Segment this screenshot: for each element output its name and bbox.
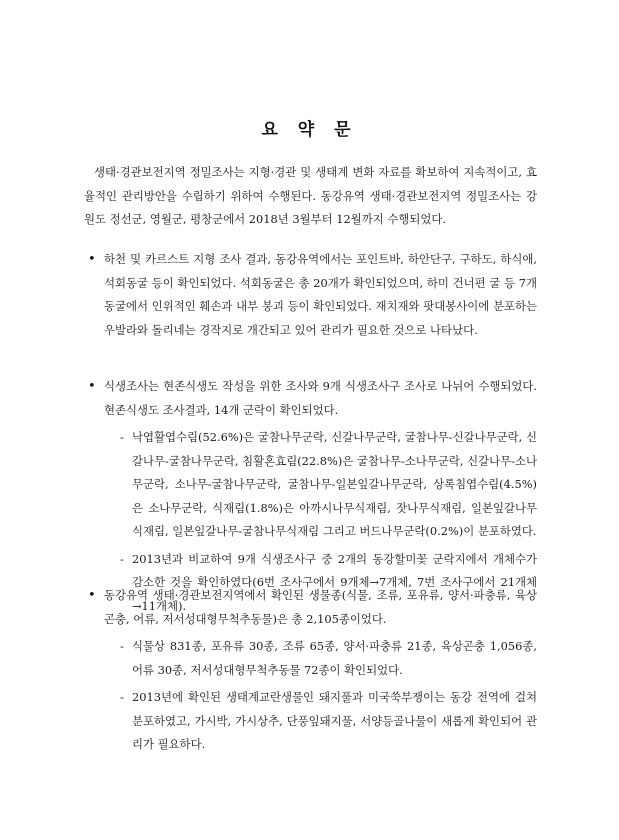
sub-item: [84, 635, 537, 682]
page-title: 요 약 문: [261, 120, 358, 140]
sub-text: 낙엽활엽수림(52.6%)은 굴참나무군락, 신갈나무군락, 굴참나무-신갈나무군락, 신갈나무-굴참나무군락, 침활혼효림(22.8%)은 굴참나무-소나무군락, 신갈나무-소나무군락, 소나무-굴참나무군락, 굴참나무-일본잎갈나무군락, 상록침엽수림(4.5%)은 소나무군락, 식재림(1.8%)은 아까시나무식재림, 잣나무식재림, 일본잎갈나무식재림, 일본잎갈나무-굴참나무식재림 그리고 버드나무군락(0.2%)이 분포하였다.: [132, 430, 537, 538]
sub-marker: -: [120, 639, 124, 653]
sub-marker: -: [120, 551, 124, 566]
sub-text: 2013년에 확인된 생태계교란생물인 돼지풀과 미국쑥부쟁이는 동강 전역에 걸쳐 분포하였고, 가시박, 가시상추, 단풍잎돼지풀, 서양등골나물이 새롭게 확인되어 관리가 필요하다.: [132, 690, 537, 751]
bullet-text: 식생조사는 현존식생도 작성을 위한 조사와 9개 식생조사구 조사로 나뉘어 수행되었다. 현존식생도 조사결과, 14개 군락이 확인되었다.: [104, 379, 537, 417]
sub-marker: -: [120, 690, 124, 704]
intro-paragraph: 생태·경관보전지역 정밀조사는 지형·경관 및 생태계 변화 자료를 확보하여 지속적이고, 효율적인 관리방안을 수립하기 위하여 수행된다. 동강유역 생태·경관보전지역 정밀조사는 강원도 정선군, 영월군, 평창군에서 2018년 3월부터 12월까지 수행되었다.: [84, 165, 537, 226]
sub-text: 2013년과 비교하여 9개 식생조사구 중 2개의 동강할미꽃 군락지에서 개체수가 감소한 것을 확인하였다(6번 조사구에서 9개체→7개체, 7번 조사구에서 21개체→11개체).: [132, 551, 537, 613]
bullet-section-vegetation: [84, 375, 537, 618]
sub-item: [84, 686, 537, 757]
bullet-text: 동강유역 생태·경관보전지역에서 확인된 생물종(식물, 조류, 포유류, 양서·파충류, 육상곤충, 어류, 저서성대형무척추동물)은 총 2,105종이었다.: [104, 588, 537, 626]
bullet-item: [84, 584, 537, 631]
bullet-text: 하천 및 카르스트 지형 조사 결과, 동강유역에서는 포인트바, 하안단구, 구하도, 하식애, 석회동굴 등이 확인되었다. 석회동굴은 총 20개가 확인되었으며, 하미 건너편 굴 등 7개 동굴에서 인위적인 훼손과 내부 붕괴 등이 확인되었다. 재치재와 팟대봉사이에 분포하는 우발라와 돌리네는 경작지로 개간되고 있어 관리가 필요한 것으로 나타났다.: [104, 252, 537, 337]
bullet-section-landform: [84, 248, 537, 342]
bullet-marker: •: [88, 588, 96, 603]
bullet-section-species: [84, 584, 537, 757]
sub-item: [84, 426, 537, 544]
bullet-item: [84, 248, 537, 342]
bullet-marker: •: [88, 252, 96, 267]
sub-text: 식물상 831종, 포유류 30종, 조류 65종, 양서·파충류 21종, 육상곤충 1,056종, 어류 30종, 저서성대형무척추동물 72종이 확인되었다.: [132, 639, 537, 677]
sub-marker: -: [120, 430, 124, 444]
bullet-item: [84, 375, 537, 422]
bullet-marker: •: [88, 379, 96, 394]
